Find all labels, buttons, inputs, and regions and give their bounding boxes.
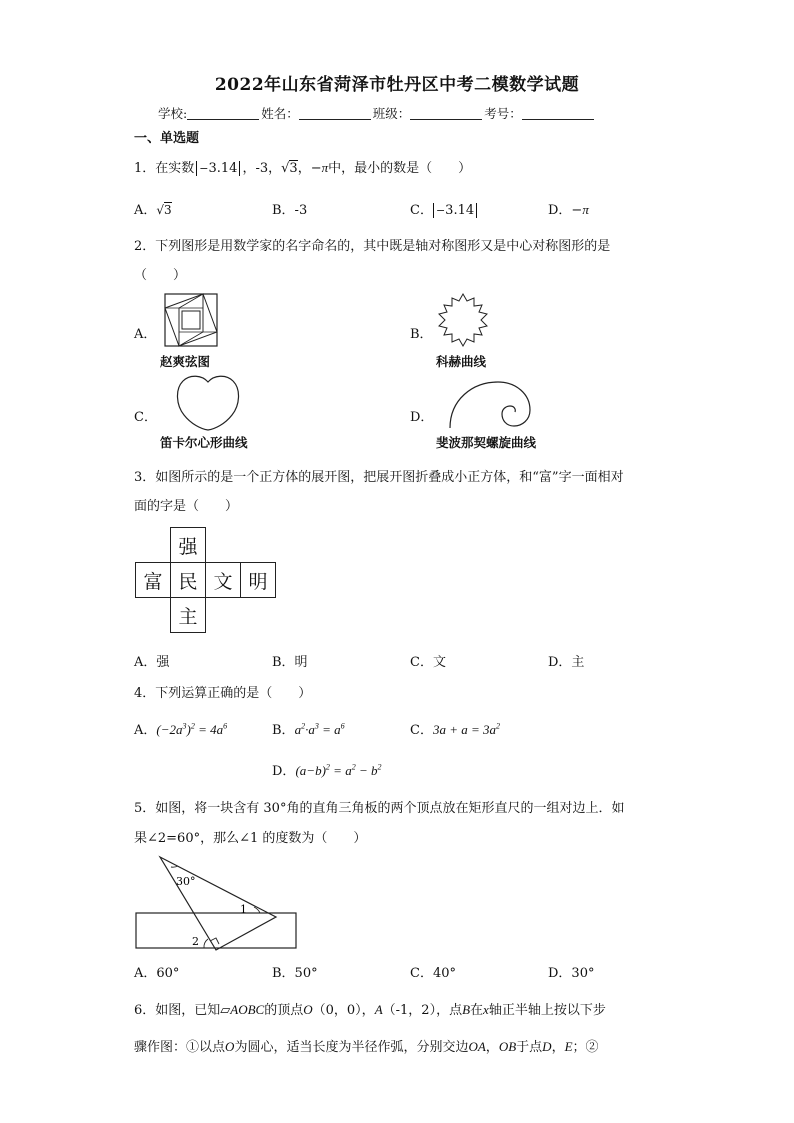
q3-stem: 3．如图所示的是一个正方体的展开图，把展开图折叠成小正方体，和“富”字一面相对: [134, 470, 624, 485]
q1-text-a: 1．在实数: [134, 161, 195, 176]
q4-option-d[interactable]: D．$(a-b)^2 = a^2 - b^2$: [272, 762, 382, 779]
q4-option-a[interactable]: A．$(-2a^3)^2 = 4a^6$: [134, 721, 228, 738]
q1-option-a[interactable]: A．√3: [134, 203, 172, 218]
page-title: 2022年山东省菏泽市牡丹区中考二模数学试题: [214, 75, 580, 95]
q1-option-c[interactable]: C． −3.14: [410, 199, 477, 218]
q5-stem: 5．如图，将一块含有 30°角的直角三角板的两个顶点放在矩形直尺的一组对边上．如: [134, 801, 625, 816]
q2-stem-paren: （ ）: [134, 268, 187, 283]
koch-snowflake-icon: [434, 292, 492, 348]
q3-option-a[interactable]: A．强: [134, 655, 170, 670]
name-blank[interactable]: [299, 107, 371, 120]
q2-caption-a: 赵爽弦图: [160, 354, 211, 369]
q3-option-b[interactable]: B．明: [272, 655, 308, 670]
triangle: [160, 857, 276, 950]
q5-stem-2: 果∠2=60°，那么∠1 的度数为（ ）: [134, 831, 367, 846]
q5-option-c[interactable]: C．40°: [410, 966, 456, 981]
cube-net: [135, 527, 276, 633]
net-face-left: 富: [136, 563, 171, 598]
q1-sqrt: √3: [281, 161, 298, 176]
fig-30-label: 30°: [176, 875, 196, 888]
q1-stem: [134, 157, 471, 176]
q1-text-d: 中，最小的数是（ ）: [328, 161, 472, 176]
net-face-bottom: 主: [171, 598, 206, 633]
q1-text-c: ，−: [297, 161, 322, 176]
q3-option-d[interactable]: D．主: [548, 655, 585, 670]
q2-option-d[interactable]: D．: [410, 410, 434, 425]
school-label: 学校:: [158, 106, 188, 121]
name-label: 姓名：: [261, 106, 299, 121]
school-blank[interactable]: [187, 107, 259, 120]
q1-abs-value: −3.14: [196, 161, 240, 176]
q2-option-a[interactable]: A．: [134, 327, 157, 342]
class-label: 班级：: [372, 106, 411, 121]
ruler-rect: [136, 913, 296, 948]
cardioid-icon: [172, 373, 244, 433]
q3-option-c[interactable]: C．文: [410, 655, 446, 670]
net-face-center: 民: [171, 563, 206, 598]
q2-option-c[interactable]: C．: [134, 410, 157, 425]
net-face-right2: 明: [241, 563, 276, 598]
q6-line2: 骤作图：①以点O为圆心，适当长度为半径作弧，分别交边OA，OB于点D，E；②: [134, 1039, 599, 1055]
q5-option-d[interactable]: D．30°: [548, 966, 595, 981]
q1-option-b[interactable]: B．-3: [272, 203, 308, 218]
number-blank[interactable]: [522, 107, 594, 120]
q2-option-b[interactable]: B．: [410, 327, 433, 342]
net-face-right1: 文: [206, 563, 241, 598]
student-info-line: [158, 104, 596, 122]
q3-stem-2: 面的字是（ ）: [134, 499, 239, 514]
q1-abs-number: 3.14: [208, 161, 238, 176]
q2-caption-c: 笛卡尔心形曲线: [160, 435, 248, 450]
q4-stem: 4．下列运算正确的是（ ）: [134, 686, 312, 701]
section-heading: 一、单选题: [134, 131, 200, 146]
fig-1-label: 1: [240, 903, 247, 916]
q2-caption-b: 科赫曲线: [436, 354, 487, 369]
q4-option-b[interactable]: B．$a^2\cdot a^3 = a^6$: [272, 721, 345, 738]
q1-option-d[interactable]: D．−π: [548, 202, 589, 218]
q5-figure: [130, 853, 302, 955]
q2-caption-d: 斐波那契螺旋曲线: [436, 435, 537, 450]
q4-option-c[interactable]: C．$3a + a = 3a^2$: [410, 721, 501, 738]
q5-option-a[interactable]: A．60°: [134, 966, 180, 981]
class-blank[interactable]: [410, 107, 482, 120]
net-face-top: 强: [171, 528, 206, 563]
fibonacci-spiral-icon: [444, 378, 534, 430]
q1-text-b: ，-3，: [242, 161, 282, 176]
q5-option-b[interactable]: B．50°: [272, 966, 318, 981]
number-label: 考号：: [484, 106, 522, 121]
q6-line1: 6．如图，已知▱AOBC的顶点O（0，0），A（-1，2），点B在x轴正半轴上按以下步: [134, 1002, 606, 1018]
fig-2-label: 2: [192, 935, 199, 948]
q1-pi: π: [321, 160, 329, 175]
q2-stem: 2．下列图形是用数学家的名字命名的，其中既是轴对称图形又是中心对称图形的是: [134, 239, 611, 254]
zhao-shuang-diagram-icon: [164, 293, 218, 347]
